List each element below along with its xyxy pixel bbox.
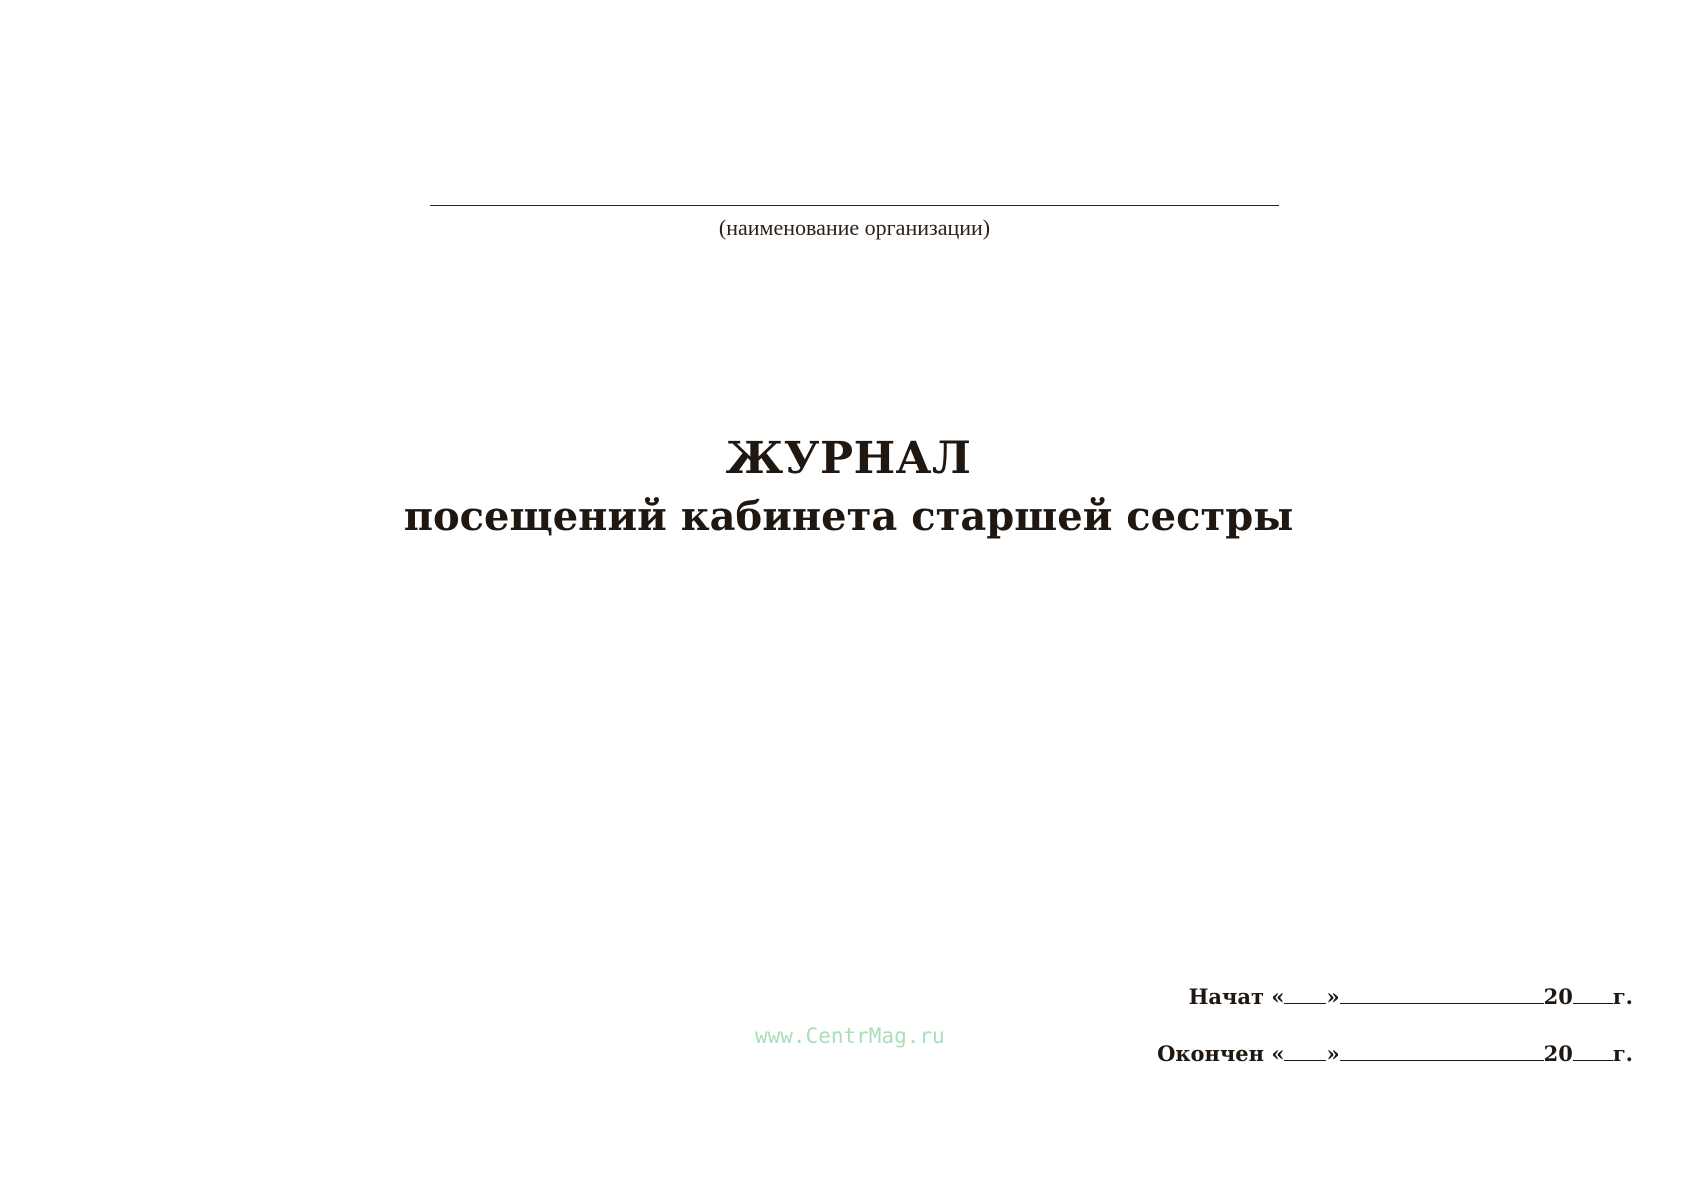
close-quote: »	[1326, 984, 1340, 1009]
open-quote: «	[1271, 1041, 1285, 1066]
journal-subtitle: посещений кабинета старшей сестры	[403, 493, 1294, 540]
year-blank-line	[1573, 983, 1613, 1004]
year-prefix: 20	[1543, 1041, 1573, 1066]
year-blank-line	[1573, 1040, 1613, 1061]
year-suffix: г.	[1612, 984, 1633, 1009]
started-date-row	[1189, 983, 1633, 1011]
journal-title: ЖУРНАЛ	[725, 433, 972, 484]
ended-date-row	[1157, 1040, 1633, 1068]
started-label: Начат	[1188, 984, 1265, 1009]
month-blank-line	[1340, 1040, 1544, 1061]
close-quote: »	[1326, 1041, 1340, 1066]
year-suffix: г.	[1612, 1041, 1633, 1066]
day-blank-line	[1284, 1040, 1326, 1061]
open-quote: «	[1271, 984, 1285, 1009]
organization-caption: (наименование организации)	[718, 215, 991, 240]
watermark: www.CentrMag.ru	[755, 1024, 945, 1048]
year-prefix: 20	[1543, 984, 1573, 1009]
title-block	[0, 430, 1697, 546]
day-blank-line	[1284, 983, 1326, 1004]
ended-label: Окончен	[1157, 1041, 1265, 1066]
organization-name-line	[430, 205, 1279, 206]
month-blank-line	[1340, 983, 1544, 1004]
